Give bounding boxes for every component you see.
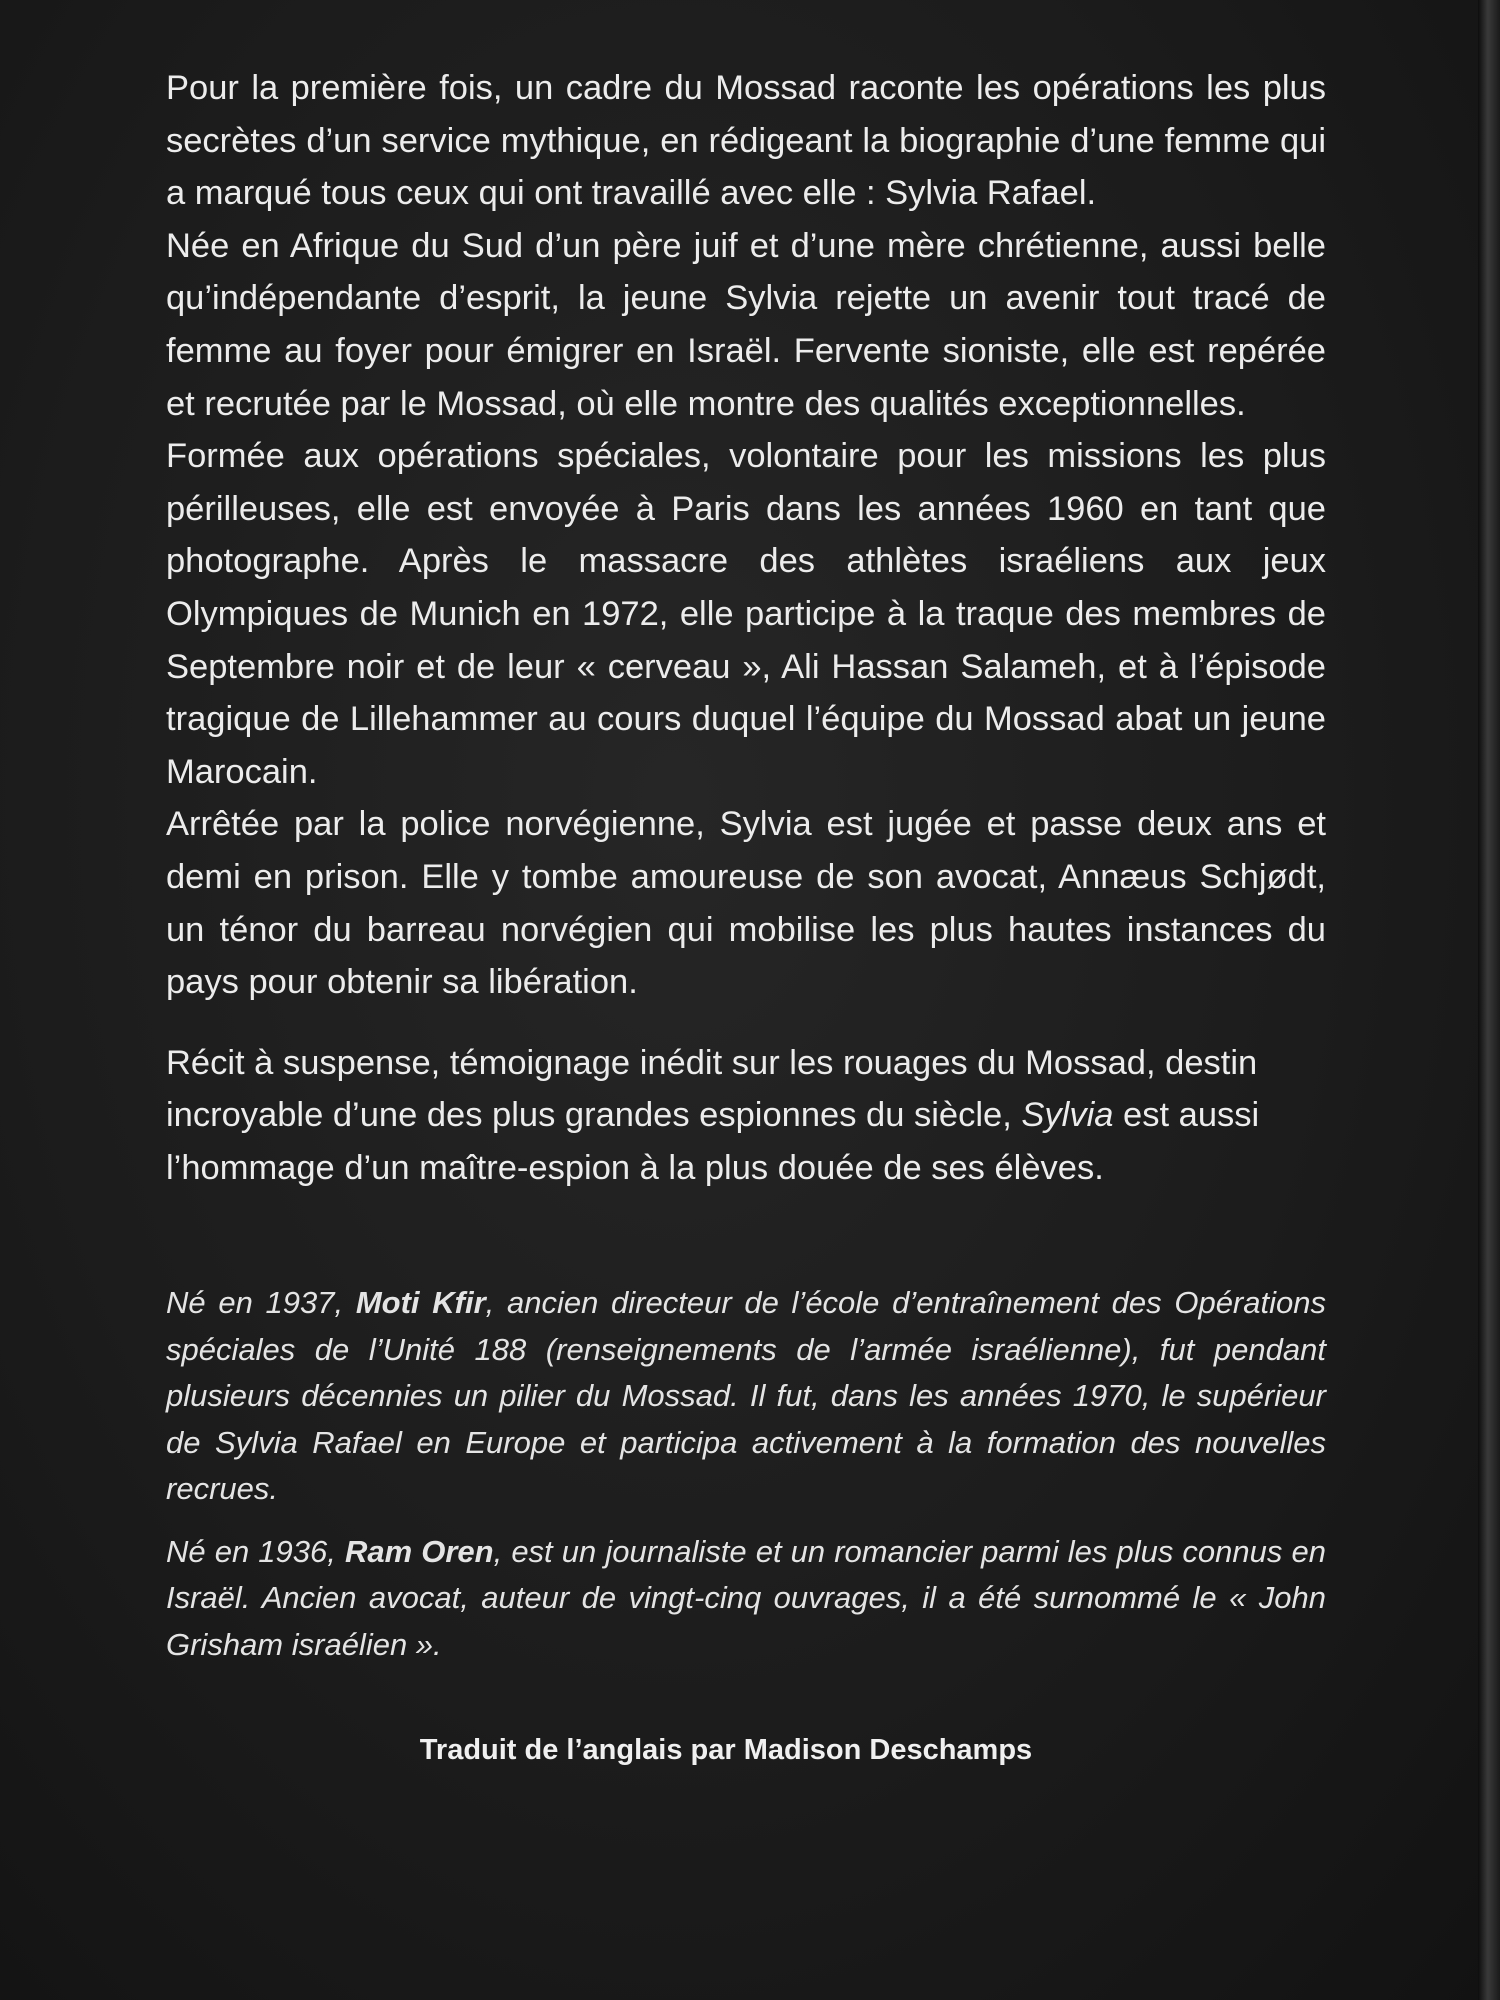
translator-credit: Traduit de l’anglais par Madison Deschamps [419, 1734, 1033, 1767]
author-name: Ram Oren [344, 1533, 494, 1569]
author-intro: Né en 1937, [166, 1285, 344, 1321]
book-title: Sylvia [1021, 1096, 1114, 1135]
back-cover-text [166, 62, 1326, 1770]
author-intro: Né en 1936, [166, 1533, 336, 1569]
author-bio-text: , est un journaliste et un romancier parmi les plus connus en Israël. Ancien avocat, auteur de vingt-cinq ouvrages, il a été surnommé le « John Grisham israélien ». [166, 1533, 1326, 1662]
blurb-paragraph-3: Formée aux opérations spéciales, volontaire pour les missions les plus périlleuses, elle est envoyée à Paris dans les années 1960 en tant que photographe. Après le massacre des athlètes israéliens aux jeux Olympiques de Munich en 1972, elle participe à la traque des membres de Septembre noir et de leur « cerveau », Ali Hassan Salameh, et à l’épisode tragique de Lillehammer au cours duquel l’équipe du Mossad abat un jeune Marocain. [166, 437, 1326, 791]
blurb-paragraph-1: Pour la première fois, un cadre du Mossad raconte les opérations les plus secrètes d’un service mythique, en rédigeant la biographie d’une femme qui a marqué tous ceux qui ont travaillé avec elle : Sylvia Rafael. [166, 69, 1326, 213]
author-bio-moti-kfir [166, 1280, 1326, 1513]
summary-paragraph [166, 1037, 1326, 1195]
summary-start: Récit à suspense, témoignage inédit sur les rouages du Mossad, destin incroyable d’une des plus grandes espionnes du siècle, [166, 1043, 1258, 1135]
author-name: Moti Kfir [355, 1285, 486, 1321]
author-bio-text: , ancien directeur de l’école d’entraînement des Opérations spéciales de l’Unité 188 (renseignements de l’armée israélienne), fut pendant plusieurs décennies un pilier du Mossad. Il fut, dans les années 1970, le supérieur de Sylvia Rafael en Europe et participa activement à la formation des nouvelles recrues. [166, 1285, 1326, 1507]
blurb-paragraph-2: Née en Afrique du Sud d’un père juif et d’une mère chrétienne, aussi belle qu’indépendante d’esprit, la jeune Sylvia rejette un avenir tout tracé de femme au foyer pour émigrer en Israël. Fervente sioniste, elle est repérée et recrutée par le Mossad, où elle montre des qualités exceptionnelles. [166, 226, 1326, 423]
book-spine-edge [1478, 0, 1500, 2000]
author-bio-ram-oren [166, 1529, 1326, 1669]
summary-end: est aussi l’hommage d’un maître-espion à la plus douée de ses élèves. [166, 1096, 1260, 1187]
blurb-paragraph-4: Arrêtée par la police norvégienne, Sylvia est jugée et passe deux ans et demi en prison. Elle y tombe amoureuse de son avocat, Annæus Schjødt, un ténor du barreau norvégien qui mobilise les plus hautes instances du pays pour obtenir sa libération. [166, 805, 1326, 1002]
